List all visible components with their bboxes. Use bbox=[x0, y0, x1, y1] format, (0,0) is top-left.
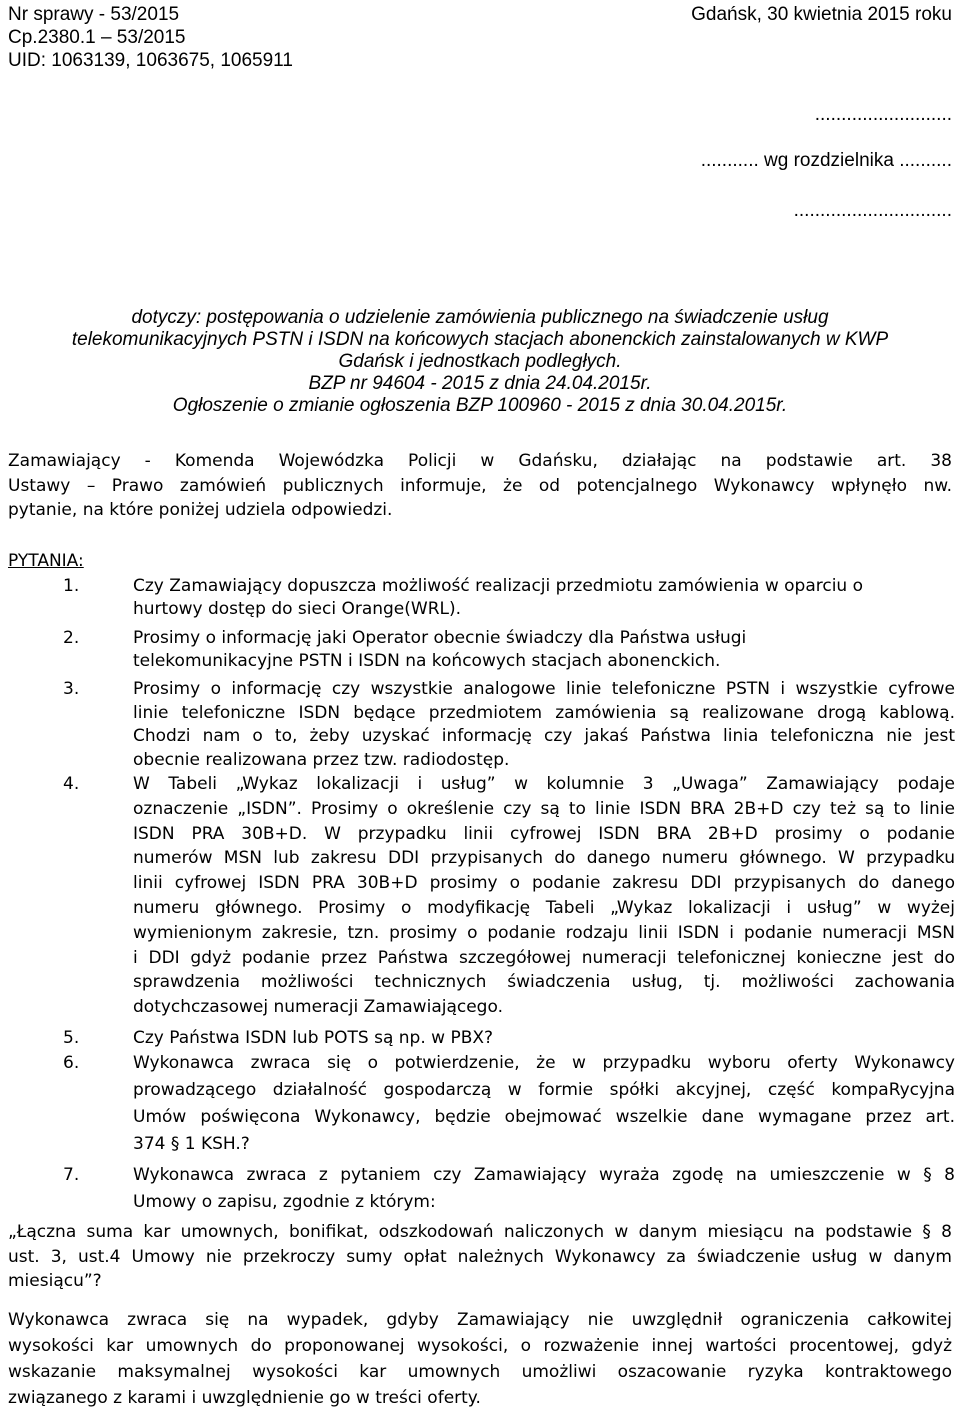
question-line: i DDI gdyż podanie przez Państwa szczegółowej numeracji telefonicznej konieczne jest do bbox=[133, 947, 955, 968]
address-dots-line-2: .............................. bbox=[793, 200, 952, 221]
intro-line-1: Zamawiający - Komenda Wojewódzka Policji w Gdańsku, działając na podstawie art. 38 bbox=[8, 451, 952, 471]
para-line-3: wskazanie maksymalnej wysokości kar umownych umożliwi oszacowanie ryzyka kontraktowego bbox=[8, 1362, 952, 1382]
question-number: 6. bbox=[63, 1053, 80, 1073]
question-number: 7. bbox=[63, 1165, 80, 1185]
question-line: Umów poświęcona Wykonawcy, będzie obejmować wszelkie dane wymagane przez art. bbox=[133, 1107, 955, 1127]
question-line: ISDN PRA 30B+D. W przypadku linii cyfrowej ISDN BRA 2B+D prosimy o podanie bbox=[133, 823, 955, 844]
place-and-date: Gdańsk, 30 kwietnia 2015 roku bbox=[691, 4, 952, 25]
question-line: Prosimy o informację jaki Operator obecnie świadczy dla Państwa usługi bbox=[133, 628, 747, 648]
question-line: Chodzi nam o to, żeby uzyskać informację czy jakaś Państwa linia telefoniczna nie jest bbox=[133, 726, 955, 746]
question-line: oznaczenie „ISDN”. Prosimy o określenie czy są to linie ISDN BRA 2B+D czy też są to linie bbox=[133, 798, 955, 819]
questions-heading: PYTANIA: bbox=[8, 551, 84, 571]
question-text bbox=[133, 772, 955, 1020]
question-text bbox=[133, 1162, 955, 1216]
closing-paragraph bbox=[8, 1307, 952, 1411]
question-line: 374 § 1 KSH.? bbox=[133, 1134, 250, 1154]
para-line-1: Wykonawca zwraca się na wypadek, gdyby Zamawiający nie uwzględnił ograniczenia całkowitej bbox=[8, 1310, 952, 1330]
question-line: obecnie realizowana przez tzw. radiodostęp. bbox=[133, 749, 510, 770]
quote-line-1: „Łączna suma kar umownych, bonifikat, odszkodowań naliczonych w danym miesiącu na podstawie § 8 bbox=[8, 1222, 952, 1242]
subject-bzp-number: BZP nr 94604 - 2015 z dnia 24.04.2015r. bbox=[308, 373, 652, 394]
question-number: 4. bbox=[63, 774, 80, 794]
quote-line-2: ust. 3, ust.4 Umowy nie przekroczy sumy opłat należnych Wykonawcy za świadczenie usług w danym bbox=[8, 1246, 952, 1267]
subject-notice-change: Ogłoszenie o zmianie ogłoszenia BZP 100960 - 2015 z dnia 30.04.2015r. bbox=[172, 395, 788, 416]
question-line: dotychczasowej numeracji Zamawiającego. bbox=[133, 997, 503, 1018]
para-line-4: związanego z karami i uwzględnienie go w treści oferty. bbox=[8, 1388, 481, 1408]
question-line: Umowy o zapisu, zgodnie z którym: bbox=[133, 1192, 436, 1212]
distribution-line: ........... wg rozdzielnika .......... bbox=[700, 150, 952, 171]
question-line: numerów MSN lub zakresu DDI przypisanych do danego numeru głównego. W przypadku bbox=[133, 848, 955, 869]
subject-line-1: dotyczy: postępowania o udzielenie zamówienia publicznego na świadczenie usług bbox=[131, 307, 829, 328]
question-line: W Tabeli „Wykaz lokalizacji i usług” w kolumnie 3 „Uwaga” Zamawiający podaje bbox=[133, 774, 955, 794]
question-text bbox=[133, 1026, 955, 1050]
question-line: linie telefoniczne ISDN będące przedmiotem zamówienia są realizowane drogą kablową. bbox=[133, 702, 955, 723]
intro-line-2: Ustawy – Prawo zamówień publicznych informuje, że od potencjalnego Wykonawcy wpłynęło nw. bbox=[8, 475, 952, 496]
intro-line-3: pytanie, na które poniżej udziela odpowiedzi. bbox=[8, 500, 393, 520]
question-line: Wykonawca zwraca z pytaniem czy Zamawiający wyraża zgodę na umieszczenie w § 8 bbox=[133, 1165, 955, 1185]
question-line: prowadzącego działalność gospodarczą w formie spółki akcyjnej, część kompaRycyjna bbox=[133, 1080, 955, 1100]
closing-quote bbox=[8, 1220, 952, 1294]
question-line: Czy Zamawiający dopuszcza możliwość realizacji przedmiotu zamówienia w oparciu o bbox=[133, 576, 864, 596]
question-line: Wykonawca zwraca się o potwierdzenie, że w przypadku wyboru oferty Wykonawcy bbox=[133, 1053, 955, 1073]
question-text bbox=[133, 627, 955, 672]
case-number: Nr sprawy - 53/2015 bbox=[8, 4, 180, 25]
question-number: 3. bbox=[63, 679, 80, 699]
intro-paragraph bbox=[8, 449, 952, 523]
question-number: 5. bbox=[63, 1028, 80, 1048]
address-dots-line: .......................... bbox=[814, 104, 952, 125]
question-line: Czy Państwa ISDN lub POTS są np. w PBX? bbox=[133, 1028, 494, 1048]
question-text bbox=[133, 575, 955, 620]
question-line: sprawdzenia możliwości technicznych świadczenia usług, tj. możliwości zachowania bbox=[133, 972, 955, 993]
para-line-2: wysokości kar umownych do proponowanej wysokości, o rozważenie innej wartości procentowej, gdyż bbox=[8, 1336, 952, 1356]
reference-number: Cp.2380.1 – 53/2015 bbox=[8, 27, 186, 48]
question-number: 2. bbox=[63, 628, 80, 648]
subject-line-3: Gdańsk i jednostkach podległych. bbox=[338, 351, 622, 372]
question-text bbox=[133, 1050, 955, 1158]
subject-line-2: telekomunikacyjnych PSTN i ISDN na końcowych stacjach abonenckich zainstalowanych w KWP bbox=[71, 329, 889, 350]
quote-line-3: miesiącu”? bbox=[8, 1271, 102, 1291]
question-line: wymienionym zakresie, tzn. prosimy o podanie rodzaju linii ISDN i podanie numeracji MSN bbox=[133, 922, 955, 943]
question-line: numeru głównego. Prosimy o modyfikację Tabeli „Wykaz lokalizacji i usług” w wyżej bbox=[133, 897, 955, 918]
question-text bbox=[133, 678, 955, 772]
question-number: 1. bbox=[63, 576, 80, 596]
question-line: linii cyfrowej ISDN PRA 30B+D prosimy o podanie zakresu DDI przypisanych do danego bbox=[133, 873, 955, 894]
question-line: hurtowy dostęp do sieci Orange(WRL). bbox=[133, 598, 462, 619]
question-line: Prosimy o informację czy wszystkie analogowe linie telefoniczne PSTN i wszystkie cyfrowe bbox=[133, 679, 955, 699]
uid-line: UID: 1063139, 1063675, 1065911 bbox=[8, 50, 293, 71]
question-line: telekomunikacyjne PSTN i ISDN na końcowych stacjach abonenckich. bbox=[133, 650, 721, 671]
